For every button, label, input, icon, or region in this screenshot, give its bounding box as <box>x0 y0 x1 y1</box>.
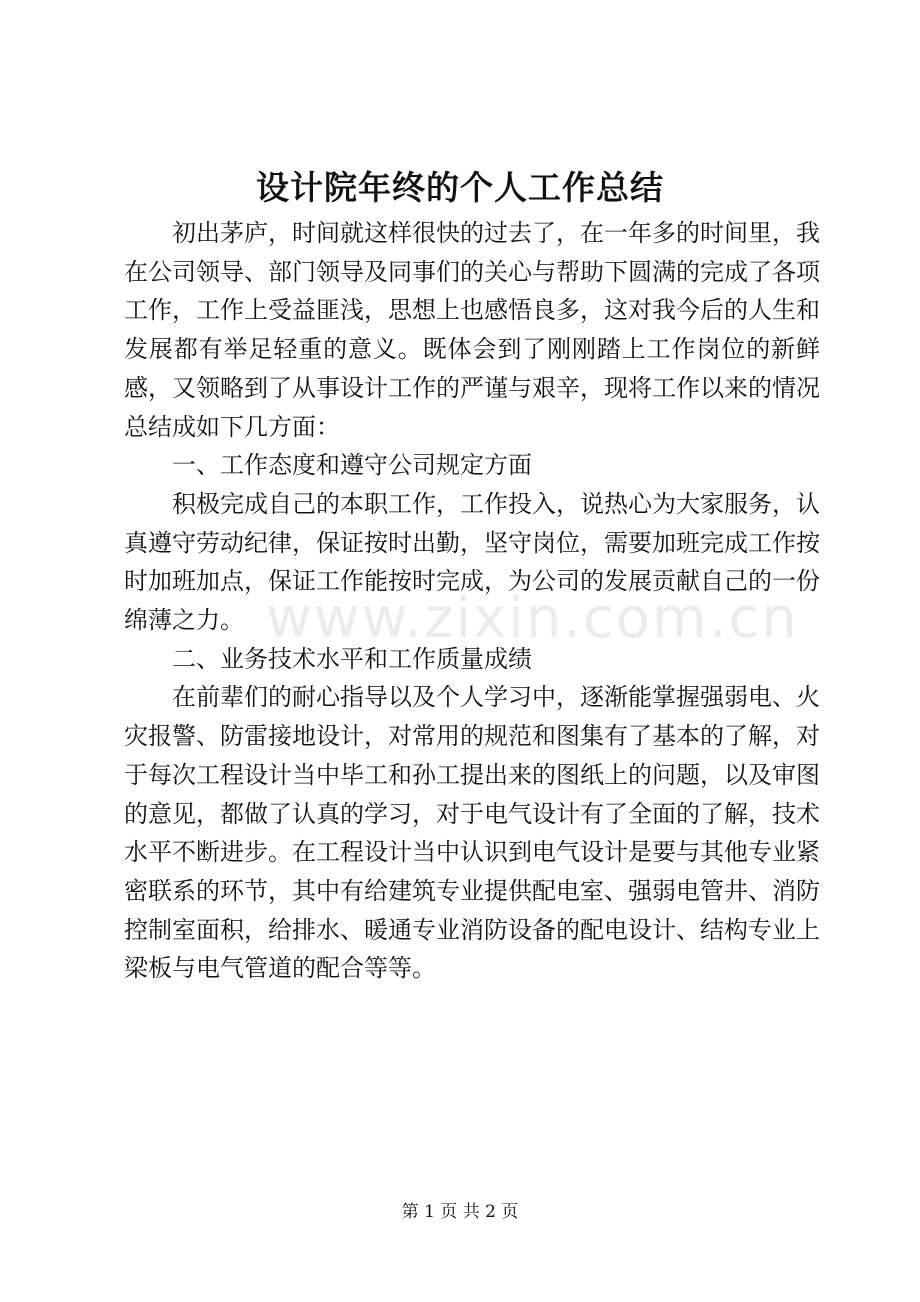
intro-paragraph: 初出茅庐，时间就这样很快的过去了，在一年多的时间里，我在公司领导、部门领导及同事们的关心与帮助下圆满的完成了各项工作，工作上受益匪浅，思想上也感悟良多，这对我今后的人生和发展都有举足轻重的意义。既体会到了刚刚踏上工作岗位的新鲜感，又领略到了从事设计工作的严谨与艰辛，现将工作以来的情况总结成如下几方面： <box>124 219 820 441</box>
section-heading-1: 一、工作态度和遵守公司规定方面 <box>172 451 532 480</box>
section-2-paragraph: 在前辈们的耐心指导以及个人学习中，逐渐能掌握强弱电、火灾报警、防雷接地设计，对常用的规范和图集有了基本的了解，对于每次工程设计当中毕工和孙工提出来的图纸上的问题，以及审图的意见，都做了认真的学习，对于电气设计有了全面的了解，技术水平不断进步。在工程设计当中认识到电气设计是要与其他专业紧密联系的环节，其中有给建筑专业提供配电室、强弱电管井、消防控制室面积，给排水、暖通专业消防设备的配电设计、结构专业上梁板与电气管道的配合等等。 <box>124 683 820 983</box>
section-1-paragraph: 积极完成自己的本职工作，工作投入，说热心为大家服务，认真遵守劳动纪律，保证按时出勤，坚守岗位，需要加班完成工作按时加班加点，保证工作能按时完成，为公司的发展贡献自己的一份绵薄之力。 <box>124 489 820 635</box>
watermark: www.zixin.com.cn <box>266 586 799 651</box>
section-heading-2: 二、业务技术水平和工作质量成绩 <box>172 644 532 673</box>
page-footer: 第 1 页 共 2 页 <box>401 1202 519 1222</box>
document-body <box>124 214 820 988</box>
document-title: 设计院年终的个人工作总结 <box>256 168 664 207</box>
